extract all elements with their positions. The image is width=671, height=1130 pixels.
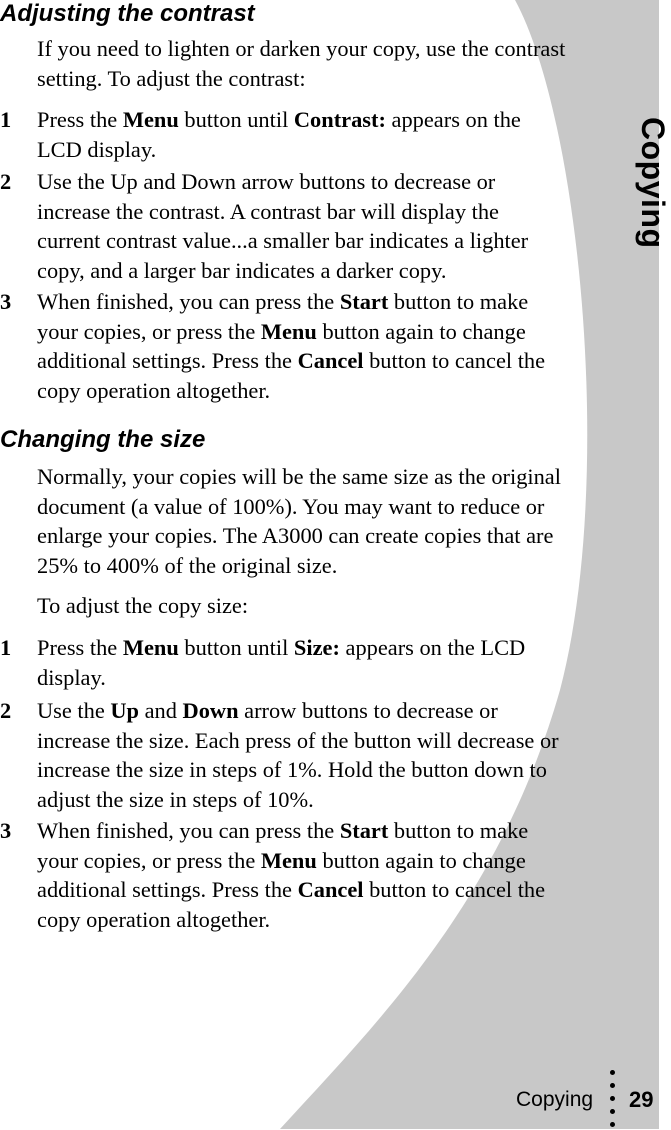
step-number: 2 [0, 698, 12, 723]
text-run: and [139, 698, 183, 723]
footer-dot-separator [609, 1068, 617, 1130]
text-run: appears on the LCD display. [37, 107, 521, 162]
bold-term: Menu [260, 847, 317, 873]
step-number: 2 [0, 169, 12, 194]
step-number: 3 [0, 818, 12, 843]
text-run: button to cancel the copy operation altogether. [37, 877, 546, 932]
step-text [37, 167, 567, 285]
text-run: button until [178, 635, 294, 660]
step-number: 1 [0, 107, 12, 132]
text-run: Press the [37, 635, 123, 660]
size-step-2 [0, 696, 567, 814]
text-run: button again to change additional settings. Press the [37, 847, 526, 903]
bold-term: Menu [260, 318, 317, 344]
size-intro-paragraph: Normally, your copies will be the same size as the original document (a value of 100%). You may want to reduce or enlarge your copies. The A3000 can create copies that are 25% to 400% of the original size. [37, 464, 561, 578]
text-run: Use the [37, 698, 111, 723]
bold-term: Menu [122, 107, 179, 132]
step-text [37, 696, 567, 814]
text-run: When finished, you can press the [37, 289, 340, 314]
bold-term: Contrast: [293, 107, 386, 132]
size-step-3 [0, 816, 567, 934]
contrast-step-1 [0, 105, 567, 164]
text-run: Press the [37, 107, 123, 132]
footer-chapter-label: Copying [516, 1088, 594, 1111]
section-heading-contrast: Adjusting the contrast [0, 0, 255, 27]
contrast-step-2 [0, 167, 567, 285]
text-run: button until [178, 107, 294, 132]
text-run: appears on the LCD display. [37, 635, 526, 690]
step-text [37, 105, 567, 164]
bold-term: Up [110, 698, 139, 723]
text-run: button to make your copies, or press the [37, 289, 529, 344]
bold-term: Size: [293, 635, 340, 660]
text-run: button to cancel the copy operation altogether. [37, 348, 546, 403]
contrast-intro-paragraph: If you need to lighten or darken your copy, use the contrast setting. To adjust the contrast: [37, 36, 566, 91]
step-text [37, 633, 567, 692]
text-run: button to make your copies, or press the [37, 818, 529, 873]
size-step-1 [0, 633, 567, 692]
step-text [37, 816, 567, 934]
contrast-step-3 [0, 287, 567, 405]
text-run: Use the Up and Down arrow buttons to decrease or increase the contrast. A contrast bar will display the current contrast value...a smaller bar indicates a lighter copy, and a larger bar indicates a darker copy. [37, 169, 529, 283]
bold-term: Cancel [297, 877, 364, 903]
text-run: When finished, you can press the [37, 818, 340, 843]
bold-term: Down [182, 698, 239, 723]
step-number: 1 [0, 635, 12, 660]
step-number: 3 [0, 289, 12, 314]
bold-term: Start [339, 818, 389, 843]
section-heading-size: Changing the size [0, 426, 206, 453]
chapter-side-tab: Copying [635, 117, 671, 249]
text-run: button again to change additional settings. Press the [37, 318, 526, 374]
page-number: 29 [629, 1087, 654, 1112]
size-instruction-paragraph: To adjust the copy size: [37, 593, 249, 618]
step-text [37, 287, 567, 405]
bold-term: Cancel [297, 348, 364, 374]
text-run: arrow buttons to decrease or increase the size. Each press of the button will decrease or increase the size in steps of 1%. Hold the button down to adjust the size in steps of 10%. [37, 698, 559, 812]
bold-term: Start [339, 289, 389, 314]
bold-term: Menu [122, 635, 179, 660]
